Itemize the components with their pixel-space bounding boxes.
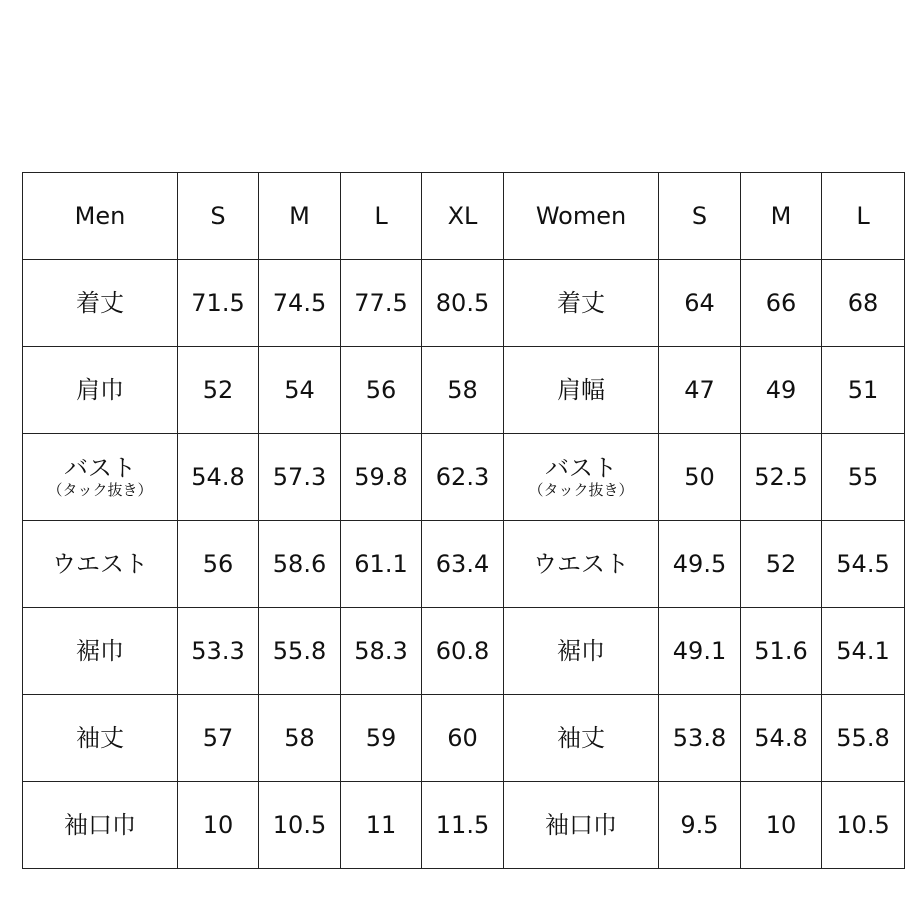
header-cell-men-s: S <box>178 173 259 260</box>
men-value-cell: 58 <box>422 347 504 434</box>
header-cell-women-s: S <box>659 173 741 260</box>
women-value-cell: 10 <box>741 782 822 869</box>
women-value-cell: 10.5 <box>822 782 905 869</box>
men-value-cell: 11.5 <box>422 782 504 869</box>
men-measurement-label <box>23 608 178 695</box>
men-value-cell: 71.5 <box>178 260 259 347</box>
women-measurement-label-main: バスト <box>545 454 617 483</box>
women-measurement-label-main: 裾巾 <box>557 636 605 665</box>
men-value-cell: 77.5 <box>341 260 422 347</box>
men-value-cell: 63.4 <box>422 521 504 608</box>
women-value-cell: 68 <box>822 260 905 347</box>
women-measurement-label-main: 着丈 <box>557 288 605 317</box>
men-value-cell: 11 <box>341 782 422 869</box>
women-measurement-label <box>504 521 659 608</box>
women-value-cell: 52 <box>741 521 822 608</box>
men-measurement-label <box>23 521 178 608</box>
men-value-cell: 10 <box>178 782 259 869</box>
table-row <box>23 260 905 347</box>
men-measurement-label-note: （タック抜き） <box>47 481 153 500</box>
header-cell-women-m: M <box>741 173 822 260</box>
header-cell-men-xl: XL <box>422 173 504 260</box>
men-value-cell: 53.3 <box>178 608 259 695</box>
women-value-cell: 55.8 <box>822 695 905 782</box>
header-cell-men-l: L <box>341 173 422 260</box>
women-measurement-label-main: ウエスト <box>533 549 629 578</box>
men-measurement-label <box>23 260 178 347</box>
women-value-cell: 51.6 <box>741 608 822 695</box>
men-measurement-label-main: ウエスト <box>52 549 148 578</box>
men-value-cell: 55.8 <box>259 608 341 695</box>
men-measurement-label-main: バスト <box>64 454 136 483</box>
women-value-cell: 47 <box>659 347 741 434</box>
men-value-cell: 54.8 <box>178 434 259 521</box>
men-value-cell: 56 <box>341 347 422 434</box>
women-measurement-label-main: 袖口巾 <box>545 810 617 839</box>
men-value-cell: 62.3 <box>422 434 504 521</box>
women-value-cell: 53.8 <box>659 695 741 782</box>
women-value-cell: 51 <box>822 347 905 434</box>
men-value-cell: 59 <box>341 695 422 782</box>
men-value-cell: 59.8 <box>341 434 422 521</box>
men-value-cell: 58.6 <box>259 521 341 608</box>
women-measurement-label <box>504 260 659 347</box>
women-value-cell: 52.5 <box>741 434 822 521</box>
table-row <box>23 434 905 521</box>
men-value-cell: 74.5 <box>259 260 341 347</box>
women-value-cell: 49.1 <box>659 608 741 695</box>
women-value-cell: 54.5 <box>822 521 905 608</box>
men-value-cell: 80.5 <box>422 260 504 347</box>
men-value-cell: 61.1 <box>341 521 422 608</box>
table-row <box>23 782 905 869</box>
table-row <box>23 521 905 608</box>
men-value-cell: 57 <box>178 695 259 782</box>
header-cell-men-m: M <box>259 173 341 260</box>
women-measurement-label <box>504 434 659 521</box>
men-measurement-label-main: 袖口巾 <box>64 810 136 839</box>
header-row <box>23 173 905 260</box>
women-value-cell: 54.8 <box>741 695 822 782</box>
women-measurement-label-note: （タック抜き） <box>528 481 634 500</box>
men-value-cell: 57.3 <box>259 434 341 521</box>
women-value-cell: 66 <box>741 260 822 347</box>
men-value-cell: 58 <box>259 695 341 782</box>
women-value-cell: 64 <box>659 260 741 347</box>
women-measurement-label <box>504 608 659 695</box>
men-measurement-label-main: 肩巾 <box>76 375 124 404</box>
men-value-cell: 56 <box>178 521 259 608</box>
men-measurement-label <box>23 695 178 782</box>
table-row <box>23 347 905 434</box>
size-chart-table <box>22 172 905 869</box>
header-cell-women: Women <box>504 173 659 260</box>
men-value-cell: 60 <box>422 695 504 782</box>
header-cell-men: Men <box>23 173 178 260</box>
women-measurement-label-main: 袖丈 <box>557 723 605 752</box>
women-value-cell: 54.1 <box>822 608 905 695</box>
women-value-cell: 49.5 <box>659 521 741 608</box>
men-measurement-label-main: 裾巾 <box>76 636 124 665</box>
men-value-cell: 52 <box>178 347 259 434</box>
men-measurement-label <box>23 782 178 869</box>
men-measurement-label <box>23 347 178 434</box>
women-measurement-label <box>504 347 659 434</box>
men-measurement-label-main: 着丈 <box>76 288 124 317</box>
men-value-cell: 54 <box>259 347 341 434</box>
women-value-cell: 49 <box>741 347 822 434</box>
women-value-cell: 50 <box>659 434 741 521</box>
men-value-cell: 58.3 <box>341 608 422 695</box>
table-row <box>23 695 905 782</box>
women-measurement-label <box>504 695 659 782</box>
men-measurement-label-main: 袖丈 <box>76 723 124 752</box>
women-value-cell: 55 <box>822 434 905 521</box>
men-value-cell: 60.8 <box>422 608 504 695</box>
men-measurement-label <box>23 434 178 521</box>
table-row <box>23 608 905 695</box>
women-value-cell: 9.5 <box>659 782 741 869</box>
header-cell-women-l: L <box>822 173 905 260</box>
women-measurement-label <box>504 782 659 869</box>
men-value-cell: 10.5 <box>259 782 341 869</box>
women-measurement-label-main: 肩幅 <box>557 375 605 404</box>
